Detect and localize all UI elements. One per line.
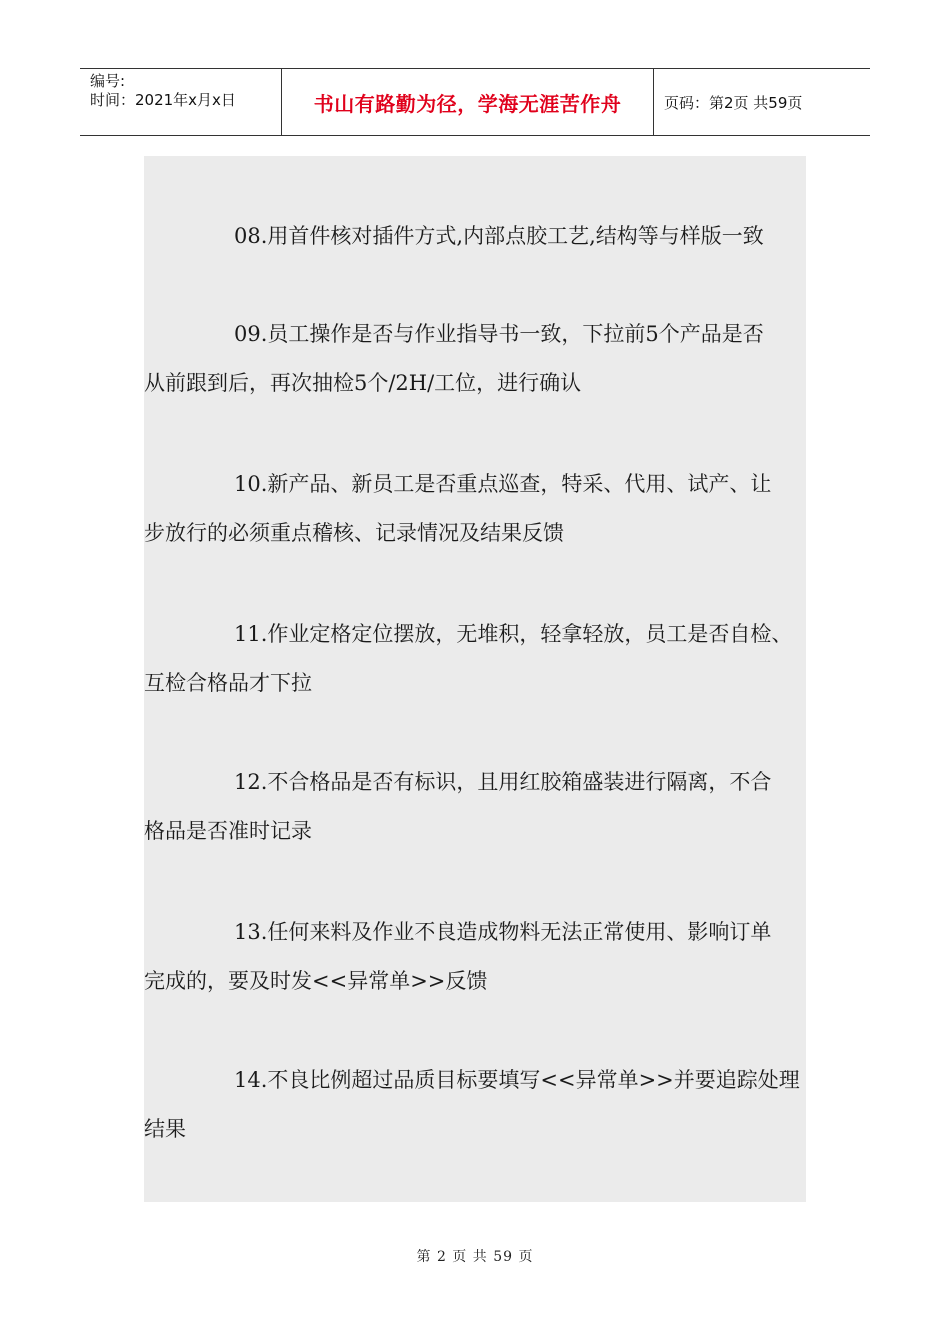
document-body <box>144 156 806 1202</box>
list-item-12 <box>144 758 812 856</box>
header-motto: 书山有路勤为径，学海无涯苦作舟 <box>282 69 654 135</box>
header-meta <box>80 69 282 135</box>
list-item-10 <box>144 460 812 558</box>
item-text-line1: 12.不合格品是否有标识，且用红胶箱盛装进行隔离，不合 <box>234 770 772 794</box>
item-text-line2: 结果 <box>144 1117 186 1141</box>
page-header <box>80 68 870 136</box>
item-text-line2: 完成的，要及时发<<异常单>>反馈 <box>144 969 488 993</box>
page-footer: 第 2 页 共 59 页 <box>416 1249 534 1265</box>
document-date: 时间：2021年x月x日 <box>90 91 236 109</box>
item-text-line1: 14.不良比例超过品质目标要填写<<异常单>>并要追踪处理 <box>234 1068 800 1092</box>
item-text-line1: 13.任何来料及作业不良造成物料无法正常使用、影响订单 <box>234 920 772 944</box>
item-text-line1: 11.作业定格定位摆放，无堆积，轻拿轻放，员工是否自检、 <box>234 622 793 646</box>
item-text-line1: 09.员工操作是否与作业指导书一致，下拉前5个产品是否 <box>234 322 764 346</box>
list-item-08 <box>144 212 812 261</box>
item-text-line2: 步放行的必须重点稽核、记录情况及结果反馈 <box>144 521 564 545</box>
item-text-line2: 互检合格品才下拉 <box>144 671 312 695</box>
item-text-line2: 从前跟到后，再次抽检5个/2H/工位，进行确认 <box>144 371 582 395</box>
header-page-info: 页码：第2页 共59页 <box>664 93 803 112</box>
list-item-14 <box>144 1056 812 1154</box>
item-text-line1: 10.新产品、新员工是否重点巡查，特采、代用、试产、让 <box>234 472 772 496</box>
item-text-line1: 08.用首件核对插件方式,内部点胶工艺,结构等与样版一致 <box>234 224 764 248</box>
document-number-label: 编号: <box>90 72 126 90</box>
item-text-line2: 格品是否准时记录 <box>144 819 312 843</box>
list-item-11 <box>144 610 812 708</box>
list-item-09 <box>144 310 812 408</box>
list-item-13 <box>144 908 812 1006</box>
